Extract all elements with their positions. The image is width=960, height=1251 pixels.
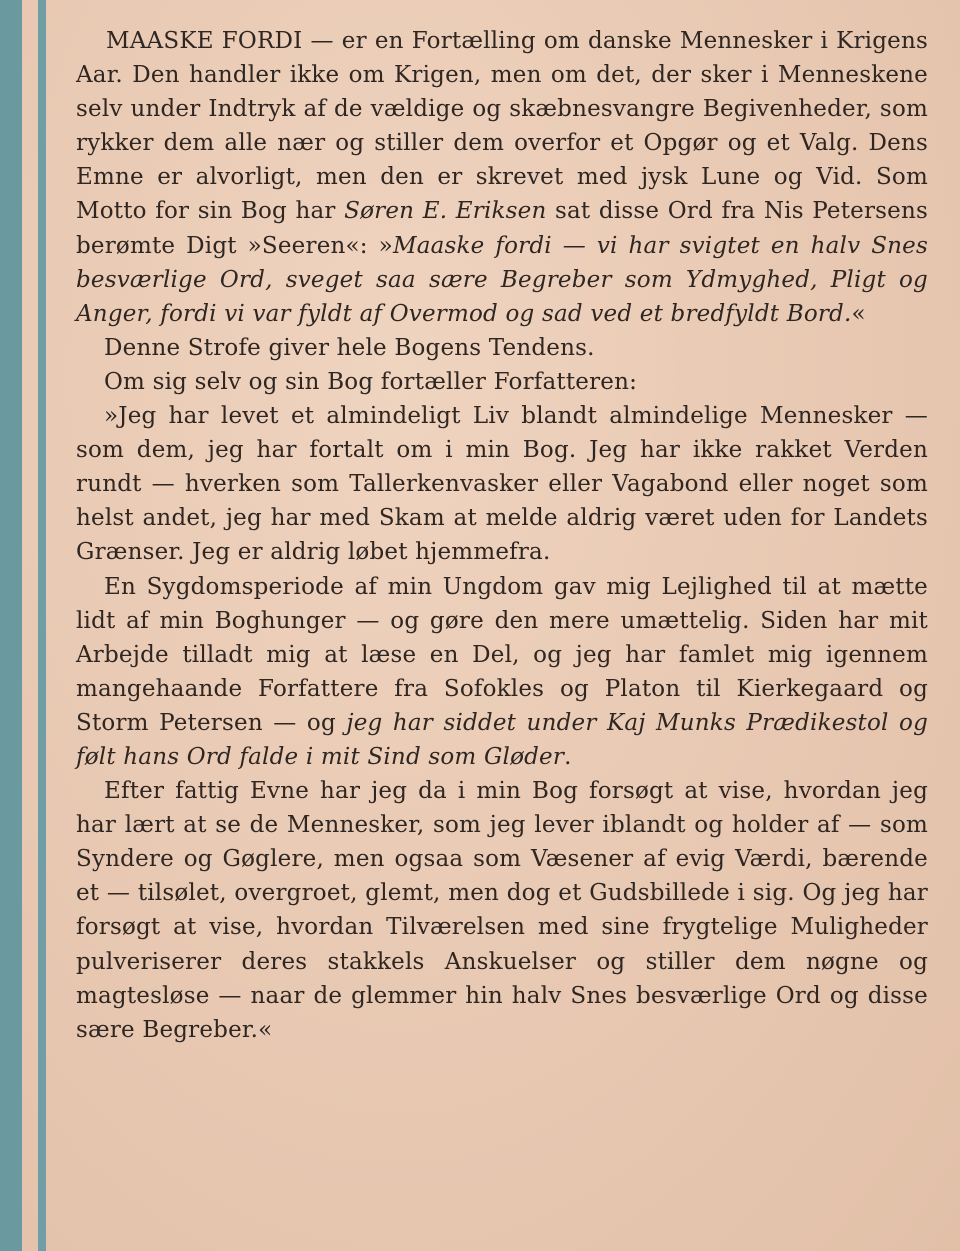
text-run: »Jeg har levet et almindeligt Liv blandt almindelige Mennesker — som dem, jeg har fortalt om i min Bog. Jeg har ikke rakket Verden rundt — hverken som Tallerkenvasker eller Vagabond eller noget som helst andet, jeg har med Skam at melde aldrig været uden for Landets Grænser. Jeg er aldrig løbet hjemmefra. <box>76 403 928 566</box>
body-text <box>76 24 928 1047</box>
text-run: Om sig selv og sin Bog fortæller Forfatteren: <box>104 368 638 395</box>
author-name: Søren E. Eriksen <box>344 198 547 225</box>
paragraph-author-intro <box>76 365 928 399</box>
italic-phrase: jeg har siddet under Kaj Munks Prædikestol og følt hans Ord falde i mit Sind som Gløder <box>76 709 928 770</box>
book-jacket-page <box>22 0 960 1251</box>
paragraph-quote-2 <box>76 570 928 775</box>
paragraph-intro <box>76 24 928 331</box>
paragraph-quote-1 <box>76 399 928 569</box>
text-run: . <box>564 743 572 770</box>
text-run: « <box>851 300 866 327</box>
text-run: Denne Strofe giver hele Bogens Tendens. <box>104 334 595 361</box>
page-edge-stripe <box>38 0 46 1251</box>
paragraph-quote-3 <box>76 774 928 1047</box>
text-run: sat disse Ord fra Nis Petersens berømte Digt »Seeren«: » <box>76 198 928 259</box>
text-run: MAASKE FORDI — er en Fortælling om danske Mennesker i Krigens Aar. Den handler ikke om Krigen, men om det, der sker i Menneskene selv under Indtryk af de vældige og skæbnesvangre Begivenheder, som rykker dem alle nær og stiller dem overfor et Opgør og et Valg. Dens Emne er alvorligt, men den er skrevet med jysk Lune og Vid. Som Motto for sin Bog har <box>76 28 928 225</box>
motto-quote: Maaske fordi — vi har svigtet en halv Snes besværlige Ord, sveget saa sære Begreber som Ydmyghed, Pligt og Anger, fordi vi var fyldt af Overmod og sad ved et bredfyldt Bord. <box>76 232 928 327</box>
paragraph-tendens <box>76 331 928 365</box>
text-run: Efter fattig Evne har jeg da i min Bog forsøgt at vise, hvordan jeg har lært at se de Mennesker, som jeg lever iblandt og holder af — som Syndere og Gøglere, men ogsaa som Væsener af evig Værdi, bærende et — tilsølet, overgroet, glemt, men dog et Gudsbillede i sig. Og jeg har forsøgt at vise, hvordan Tilværelsen med sine frygtelige Muligheder pulveriserer deres stakkels Anskuelser og stiller dem nøgne og magtesløse — naar de glemmer hin halv Snes besværlige Ord og disse sære Begreber.« <box>76 778 928 1043</box>
text-run: En Sygdomsperiode af min Ungdom gav mig Lejlighed til at mætte lidt af min Boghunger — og gøre den mere umættelig. Siden har mit Arbejde tilladt mig at læse en Del, og jeg har famlet mig igennem mangehaande Forfattere fra Sofokles og Platon til Kierkegaard og Storm Petersen — og <box>76 573 928 736</box>
